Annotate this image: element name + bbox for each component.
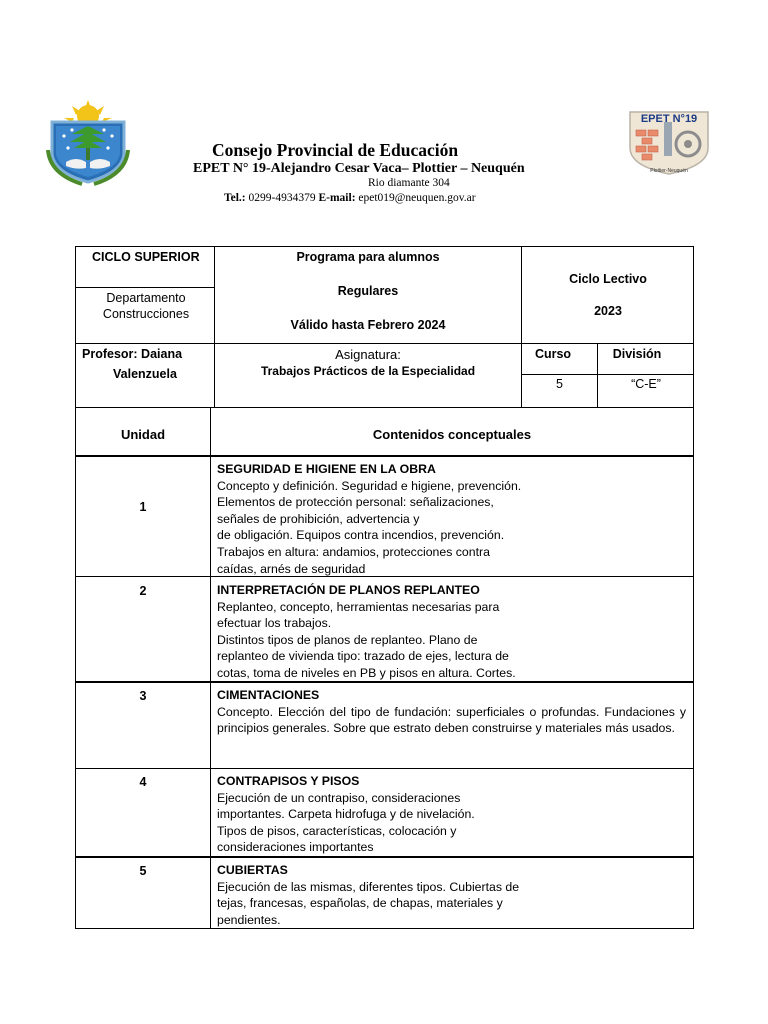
division-label: División [612, 347, 662, 361]
ciclo-lectivo-label: Ciclo Lectivo [569, 272, 647, 286]
content-line: Trabajos en altura: andamios, protecciones contra [217, 544, 490, 559]
asignatura-value: Trabajos Prácticos de la Especialidad [260, 364, 476, 378]
table-row-contenido [217, 862, 519, 928]
content-text: Concepto. Elección del tipo de fundación: superficiales o profundas. Fundaciones y principios generales. Sobre que estrato deben construirse y materiales más usados. [217, 704, 686, 736]
neuquen-province-emblem [42, 100, 132, 186]
email-value: epet019@neuquen.gov.ar [358, 192, 476, 204]
contenidos-column-header: Contenidos conceptuales [372, 427, 532, 442]
table-row-contenido [217, 582, 516, 682]
content-line: de obligación. Equipos contra incendios, prevención. [217, 528, 505, 543]
epet-19-school-logo [626, 102, 712, 176]
table-row-unidad: 1 [139, 500, 147, 514]
tel-value: 0299-4934379 [248, 192, 316, 204]
email-label: E-mail: [318, 192, 356, 204]
curso-label: Curso [534, 347, 572, 361]
departamento-line-1: Departamento [106, 291, 186, 305]
ciclo-superior-label: CICLO SUPERIOR [92, 250, 200, 264]
svg-text:EPET N°19: EPET N°19 [640, 113, 698, 125]
unit-title: SEGURIDAD E HIGIENE EN LA OBRA [217, 462, 436, 476]
content-line: importantes. Carpeta hidrofuga y de nivelación. [217, 807, 475, 822]
content-line: pendientes. [217, 912, 281, 927]
table-row-unidad: 5 [139, 864, 147, 878]
ciclo-lectivo-year: 2023 [594, 304, 622, 318]
content-line: Elementos de protección personal: señalizaciones, [217, 495, 494, 510]
regulares-label: Regulares [337, 284, 399, 298]
tel-label: Tel.: [224, 192, 246, 204]
content-line: efectuar los trabajos. [217, 616, 332, 631]
table-row-unidad: 2 [139, 584, 147, 598]
header-subtitle: EPET N° 19-Alejandro Cesar Vaca– Plottier – Neuquén [193, 161, 525, 176]
table-row-unidad: 3 [139, 689, 147, 703]
curso-value: 5 [556, 377, 563, 391]
unit-title: CUBIERTAS [217, 863, 288, 877]
profesor-label: Profesor: Daiana [82, 347, 183, 361]
content-line: Ejecución de un contrapiso, consideraciones [217, 790, 461, 805]
table-row-unidad: 4 [139, 775, 147, 789]
content-line: Tipos de pisos, características, colocación y [217, 823, 457, 838]
profesor-name: Valenzuela [113, 367, 177, 381]
content-line: cotas, toma de niveles en PB y pisos en altura. Cortes. [217, 665, 516, 680]
table-row-contenido [217, 773, 475, 856]
content-line: caídas, arnés de seguridad [217, 561, 366, 576]
unit-title: INTERPRETACIÓN DE PLANOS REPLANTEO [217, 583, 480, 597]
header-address: Rio diamante 304 [368, 177, 450, 189]
programa-label: Programa para alumnos [296, 250, 440, 264]
content-line: Ejecución de las mismas, diferentes tipos. Cubiertas de [217, 879, 520, 894]
header-title: Consejo Provincial de Educación [212, 140, 459, 160]
header-contact [224, 192, 476, 204]
content-line: Concepto y definición. Seguridad e higiene, prevención. [217, 478, 522, 493]
content-line: tejas, francesas, españolas, de chapas, materiales y [217, 896, 503, 911]
table-row-contenido [217, 687, 686, 737]
content-line: señales de prohibición, advertencia y [217, 511, 420, 526]
svg-text:Plottier-Neuquén: Plottier-Neuquén [650, 168, 688, 174]
content-line: Replanteo, concepto, herramientas necesarias para [217, 599, 500, 614]
departamento-label [90, 290, 202, 322]
table-row-contenido [217, 461, 521, 577]
departamento-line-2: Construcciones [102, 307, 190, 321]
unidad-column-header: Unidad [120, 427, 166, 442]
unit-title: CONTRAPISOS Y PISOS [217, 774, 360, 788]
content-line: replanteo de vivienda tipo: trazado de ejes, lectura de [217, 649, 509, 664]
valido-label: Válido hasta Febrero 2024 [290, 318, 446, 332]
unit-title: CIMENTACIONES [217, 688, 320, 702]
content-line: Distintos tipos de planos de replanteo. Plano de [217, 632, 478, 647]
content-line: consideraciones importantes [217, 840, 374, 855]
division-value: “C-E” [631, 377, 661, 391]
asignatura-label: Asignatura: [335, 347, 401, 362]
